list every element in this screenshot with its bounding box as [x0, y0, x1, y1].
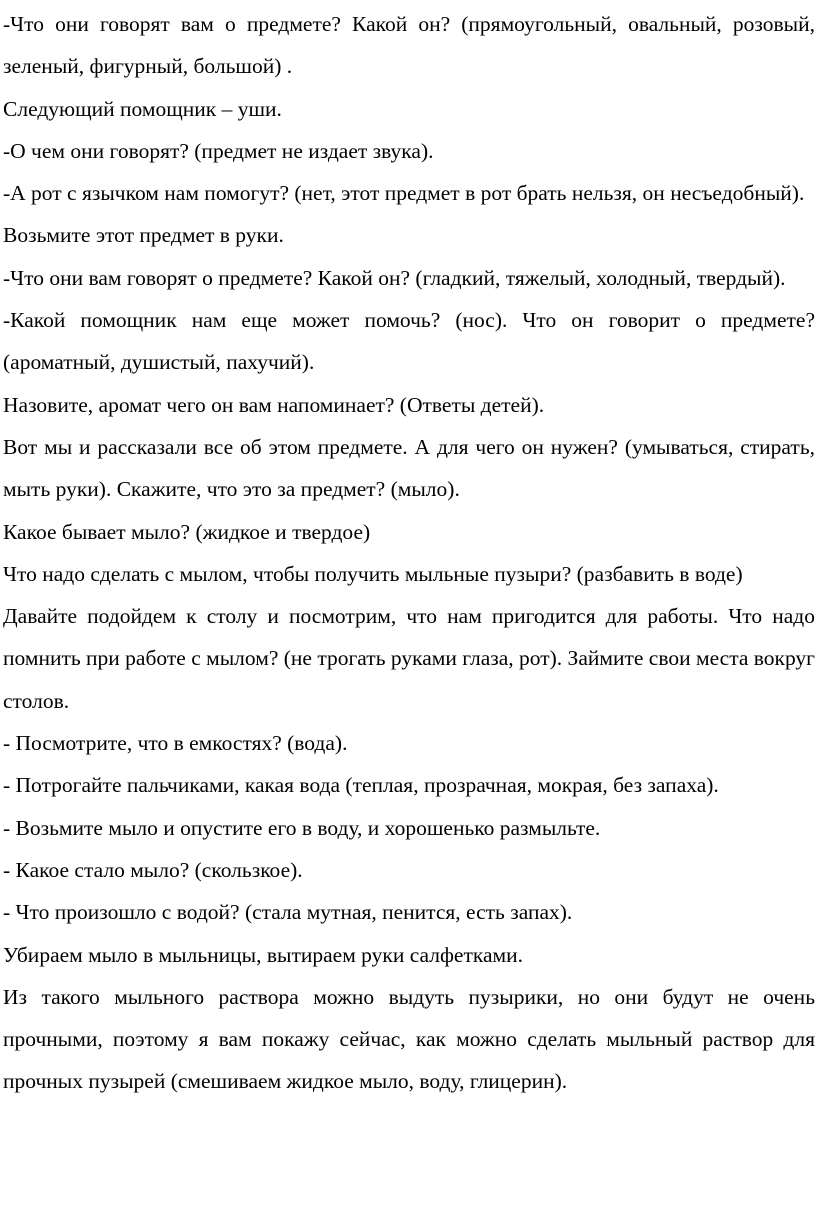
paragraph-19: Из такого мыльного раствора можно выдуть пузырики, но они будут не очень прочными, поэтому я вам покажу сейчас, как можно сделать мыльный раствор для прочных пузырей (смешиваем жидкое мыло, воду, глицерин). [3, 984, 815, 1094]
paragraph-11: Что надо сделать с мылом, чтобы получить мыльные пузыри? (разбавить в воде) [3, 561, 743, 586]
paragraph-12: Давайте подойдем к столу и посмотрим, что нам пригодится для работы. Что надо помнить при работе с мылом? (не трогать руками глаза, рот). Займите свои места вокруг столов. [3, 604, 816, 713]
paragraph-7: -Какой помощник нам еще может помочь? (нос). Что он говорит о предмете? (ароматный, душистый, пахучий). [3, 308, 815, 375]
paragraph-17: - Что произошло с водой? (стала мутная, пенится, есть запах). [3, 900, 573, 925]
paragraph-1: -Что они говорят вам о предмете? Какой он? (прямоугольный, овальный, розовый, зеленый, фигурный, большой) . [3, 12, 815, 79]
paragraph-9: Вот мы и рассказали все об этом предмете. А для чего он нужен? (умываться, стирать, мыть руки). Скажите, что это за предмет? (мыло). [3, 434, 815, 502]
paragraph-18: Убираем мыло в мыльницы, вытираем руки салфетками. [3, 942, 523, 967]
paragraph-5: Возьмите этот предмет в руки. [3, 223, 284, 248]
paragraph-6: -Что они вам говорят о предмете? Какой он? (гладкий, тяжелый, холодный, твердый). [3, 265, 786, 290]
document-page [3, 3, 815, 1103]
paragraph-3: -О чем они говорят? (предмет не издает звука). [3, 138, 434, 163]
paragraph-2: Следующий помощник – уши. [3, 96, 282, 121]
paragraph-4: -А рот с язычком нам помогут? (нет, этот предмет в рот брать нельзя, он несъедобный). [3, 181, 805, 206]
paragraph-13: - Посмотрите, что в емкостях? (вода). [3, 731, 348, 756]
paragraph-10: Какое бывает мыло? (жидкое и твердое) [3, 519, 371, 544]
paragraph-14: - Потрогайте пальчиками, какая вода (теплая, прозрачная, мокрая, без запаха). [3, 773, 719, 798]
paragraph-15: - Возьмите мыло и опустите его в воду, и хорошенько размыльте. [3, 815, 601, 840]
paragraph-16: - Какое стало мыло? (скользкое). [3, 857, 303, 882]
paragraph-8: Назовите, аромат чего он вам напоминает? (Ответы детей). [3, 392, 545, 417]
